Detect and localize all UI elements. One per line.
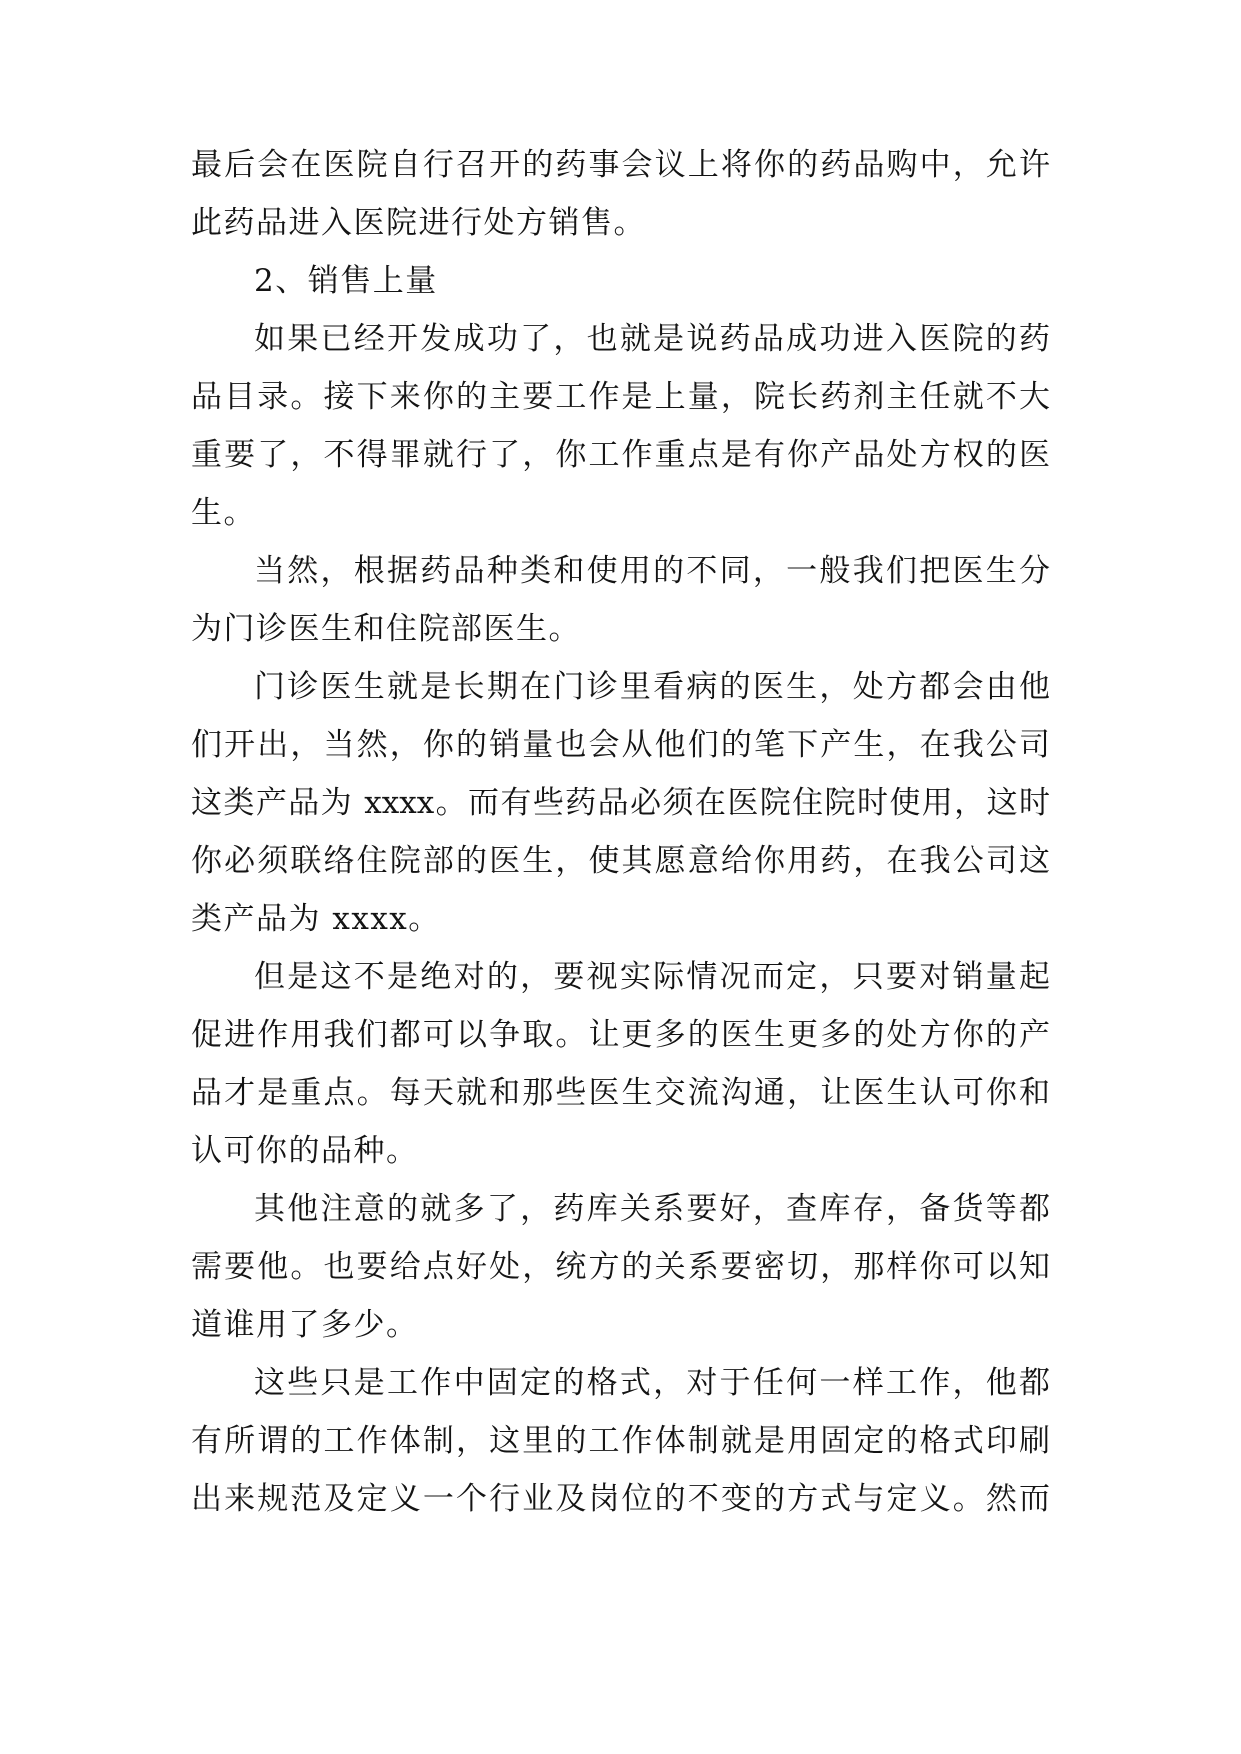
text-line: 但是这不是绝对的，要视实际情况而定，只要对销量起: [254, 959, 1050, 995]
text-line: 最后会在医院自行召开的药事会议上将你的药品购中，允许: [191, 147, 1050, 183]
text-line: 品才是重点。每天就和那些医生交流沟通，让医生认可你和: [191, 1075, 1050, 1111]
text-line: 其他注意的就多了，药库关系要好，查库存，备货等都: [254, 1191, 1050, 1227]
text-line: 有所谓的工作体制，这里的工作体制就是用固定的格式印刷: [191, 1423, 1050, 1459]
section-heading: 2、销售上量: [254, 263, 438, 299]
text-line: 此药品进入医院进行处方销售。: [191, 205, 646, 241]
text-line: 门诊医生就是长期在门诊里看病的医生，处方都会由他: [254, 669, 1050, 705]
text-line: 促进作用我们都可以争取。让更多的医生更多的处方你的产: [191, 1017, 1050, 1053]
text-line: 重要了，不得罪就行了，你工作重点是有你产品处方权的医: [191, 437, 1050, 473]
text-line: 当然，根据药品种类和使用的不同，一般我们把医生分: [254, 553, 1050, 589]
text-line: 认可你的品种。: [191, 1133, 419, 1169]
text-line: 为门诊医生和住院部医生。: [191, 611, 581, 647]
text-line: 类产品为 xxxx。: [191, 901, 441, 937]
text-line: 出来规范及定义一个行业及岗位的不变的方式与定义。然而: [191, 1481, 1050, 1517]
text-line: 道谁用了多少。: [191, 1307, 419, 1343]
text-line: 这些只是工作中固定的格式，对于任何一样工作，他都: [254, 1365, 1050, 1401]
text-line: 如果已经开发成功了，也就是说药品成功进入医院的药: [254, 321, 1050, 357]
text-line: 需要他。也要给点好处，统方的关系要密切，那样你可以知: [191, 1249, 1050, 1285]
text-line: 们开出，当然，你的销量也会从他们的笔下产生，在我公司: [191, 727, 1050, 763]
text-line: 这类产品为 xxxx。而有些药品必须在医院住院时使用，这时: [191, 785, 1050, 821]
text-line: 品目录。接下来你的主要工作是上量，院长药剂主任就不大: [191, 379, 1050, 415]
text-line: 生。: [191, 495, 256, 531]
text-line: 你必须联络住院部的医生，使其愿意给你用药，在我公司这: [191, 843, 1050, 879]
